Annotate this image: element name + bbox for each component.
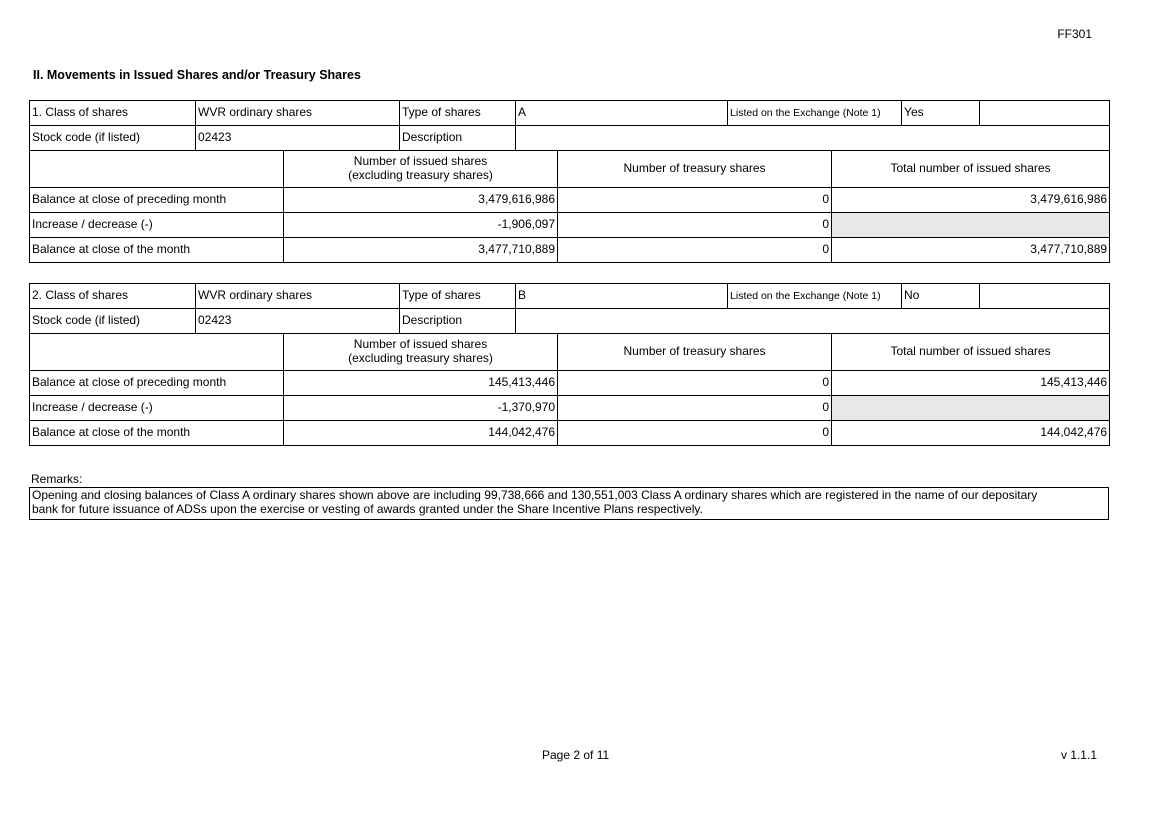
- remarks-line-2: bank for future issuance of ADSs upon the exercise or vesting of awards granted under the Share Incentive Plans respectively.: [32, 501, 703, 516]
- row-preceding: [30, 371, 1110, 396]
- class-heading: 1. Class of shares: [30, 101, 196, 126]
- stock-code-row: [30, 309, 1110, 334]
- row-change: [30, 396, 1110, 421]
- row-close: [30, 238, 1110, 263]
- page-number: Page 2 of 11: [542, 748, 610, 762]
- issued-value: 144,042,476: [284, 421, 558, 446]
- treasury-value: 0: [558, 371, 832, 396]
- share-class-table-2: [29, 283, 1110, 446]
- version-label: v 1.1.1: [1060, 748, 1097, 762]
- class-heading: 2. Class of shares: [30, 284, 196, 309]
- header-blank: [30, 334, 284, 371]
- treasury-value: 0: [558, 421, 832, 446]
- header-treasury: Number of treasury shares: [558, 151, 832, 188]
- total-value: 3,479,616,986: [832, 188, 1110, 213]
- header-treasury: Number of treasury shares: [558, 334, 832, 371]
- row-close: [30, 421, 1110, 446]
- treasury-value: 0: [558, 213, 832, 238]
- class-row: [30, 101, 1110, 126]
- stock-code-value: 02423: [196, 309, 400, 334]
- stock-code-row: [30, 126, 1110, 151]
- issued-value: 3,477,710,889: [284, 238, 558, 263]
- header-total: Total number of issued shares: [832, 151, 1110, 188]
- header-issued-line2: (excluding treasury shares): [348, 168, 493, 182]
- description-value: [516, 309, 1110, 334]
- total-value: 3,477,710,889: [832, 238, 1110, 263]
- header-issued-line1: Number of issued shares: [353, 154, 488, 169]
- remarks-line-1: Opening and closing balances of Class A ordinary shares shown above are including 99,738,666 and 130,551,003 Class A ordinary shares which are registered in the name of our depositary: [32, 488, 1038, 502]
- stock-code-label: Stock code (if listed): [30, 309, 196, 334]
- stock-code-value: 02423: [196, 126, 400, 151]
- header-issued: [284, 334, 558, 371]
- issued-value: -1,906,097: [284, 213, 558, 238]
- type-value: B: [516, 284, 728, 309]
- listed-value: Yes: [902, 101, 980, 126]
- row-label: Balance at close of the month: [30, 238, 284, 263]
- type-value: A: [516, 101, 728, 126]
- issued-value: 145,413,446: [284, 371, 558, 396]
- header-issued-line1: Number of issued shares: [353, 337, 488, 352]
- row-change: [30, 213, 1110, 238]
- blank-cell: [980, 284, 1110, 309]
- column-header-row: [30, 151, 1110, 188]
- share-class-table-1: [29, 100, 1110, 263]
- header-total: Total number of issued shares: [832, 334, 1110, 371]
- total-value: 145,413,446: [832, 371, 1110, 396]
- description-value: [516, 126, 1110, 151]
- total-value-shaded: [832, 213, 1110, 238]
- class-name: WVR ordinary shares: [196, 101, 400, 126]
- row-label: Increase / decrease (-): [30, 396, 284, 421]
- form-code: FF301: [1057, 27, 1092, 41]
- type-label: Type of shares: [400, 101, 516, 126]
- row-label: Increase / decrease (-): [30, 213, 284, 238]
- listed-value: No: [902, 284, 980, 309]
- section-title: II. Movements in Issued Shares and/or Treasury Shares: [33, 68, 361, 82]
- row-preceding: [30, 188, 1110, 213]
- type-label: Type of shares: [400, 284, 516, 309]
- header-blank: [30, 151, 284, 188]
- header-issued: [284, 151, 558, 188]
- row-label: Balance at close of preceding month: [30, 371, 284, 396]
- description-label: Description: [400, 126, 516, 151]
- treasury-value: 0: [558, 238, 832, 263]
- total-value-shaded: [832, 396, 1110, 421]
- remarks-label: Remarks:: [31, 472, 83, 486]
- treasury-value: 0: [558, 188, 832, 213]
- class-row: [30, 284, 1110, 309]
- issued-value: 3,479,616,986: [284, 188, 558, 213]
- remarks-box: [29, 487, 1109, 520]
- column-header-row: [30, 334, 1110, 371]
- row-label: Balance at close of the month: [30, 421, 284, 446]
- total-value: 144,042,476: [832, 421, 1110, 446]
- treasury-value: 0: [558, 396, 832, 421]
- stock-code-label: Stock code (if listed): [30, 126, 196, 151]
- issued-value: -1,370,970: [284, 396, 558, 421]
- listed-label: Listed on the Exchange (Note 1): [728, 101, 902, 126]
- description-label: Description: [400, 309, 516, 334]
- row-label: Balance at close of preceding month: [30, 188, 284, 213]
- blank-cell: [980, 101, 1110, 126]
- header-issued-line2: (excluding treasury shares): [348, 351, 493, 365]
- class-name: WVR ordinary shares: [196, 284, 400, 309]
- listed-label: Listed on the Exchange (Note 1): [728, 284, 902, 309]
